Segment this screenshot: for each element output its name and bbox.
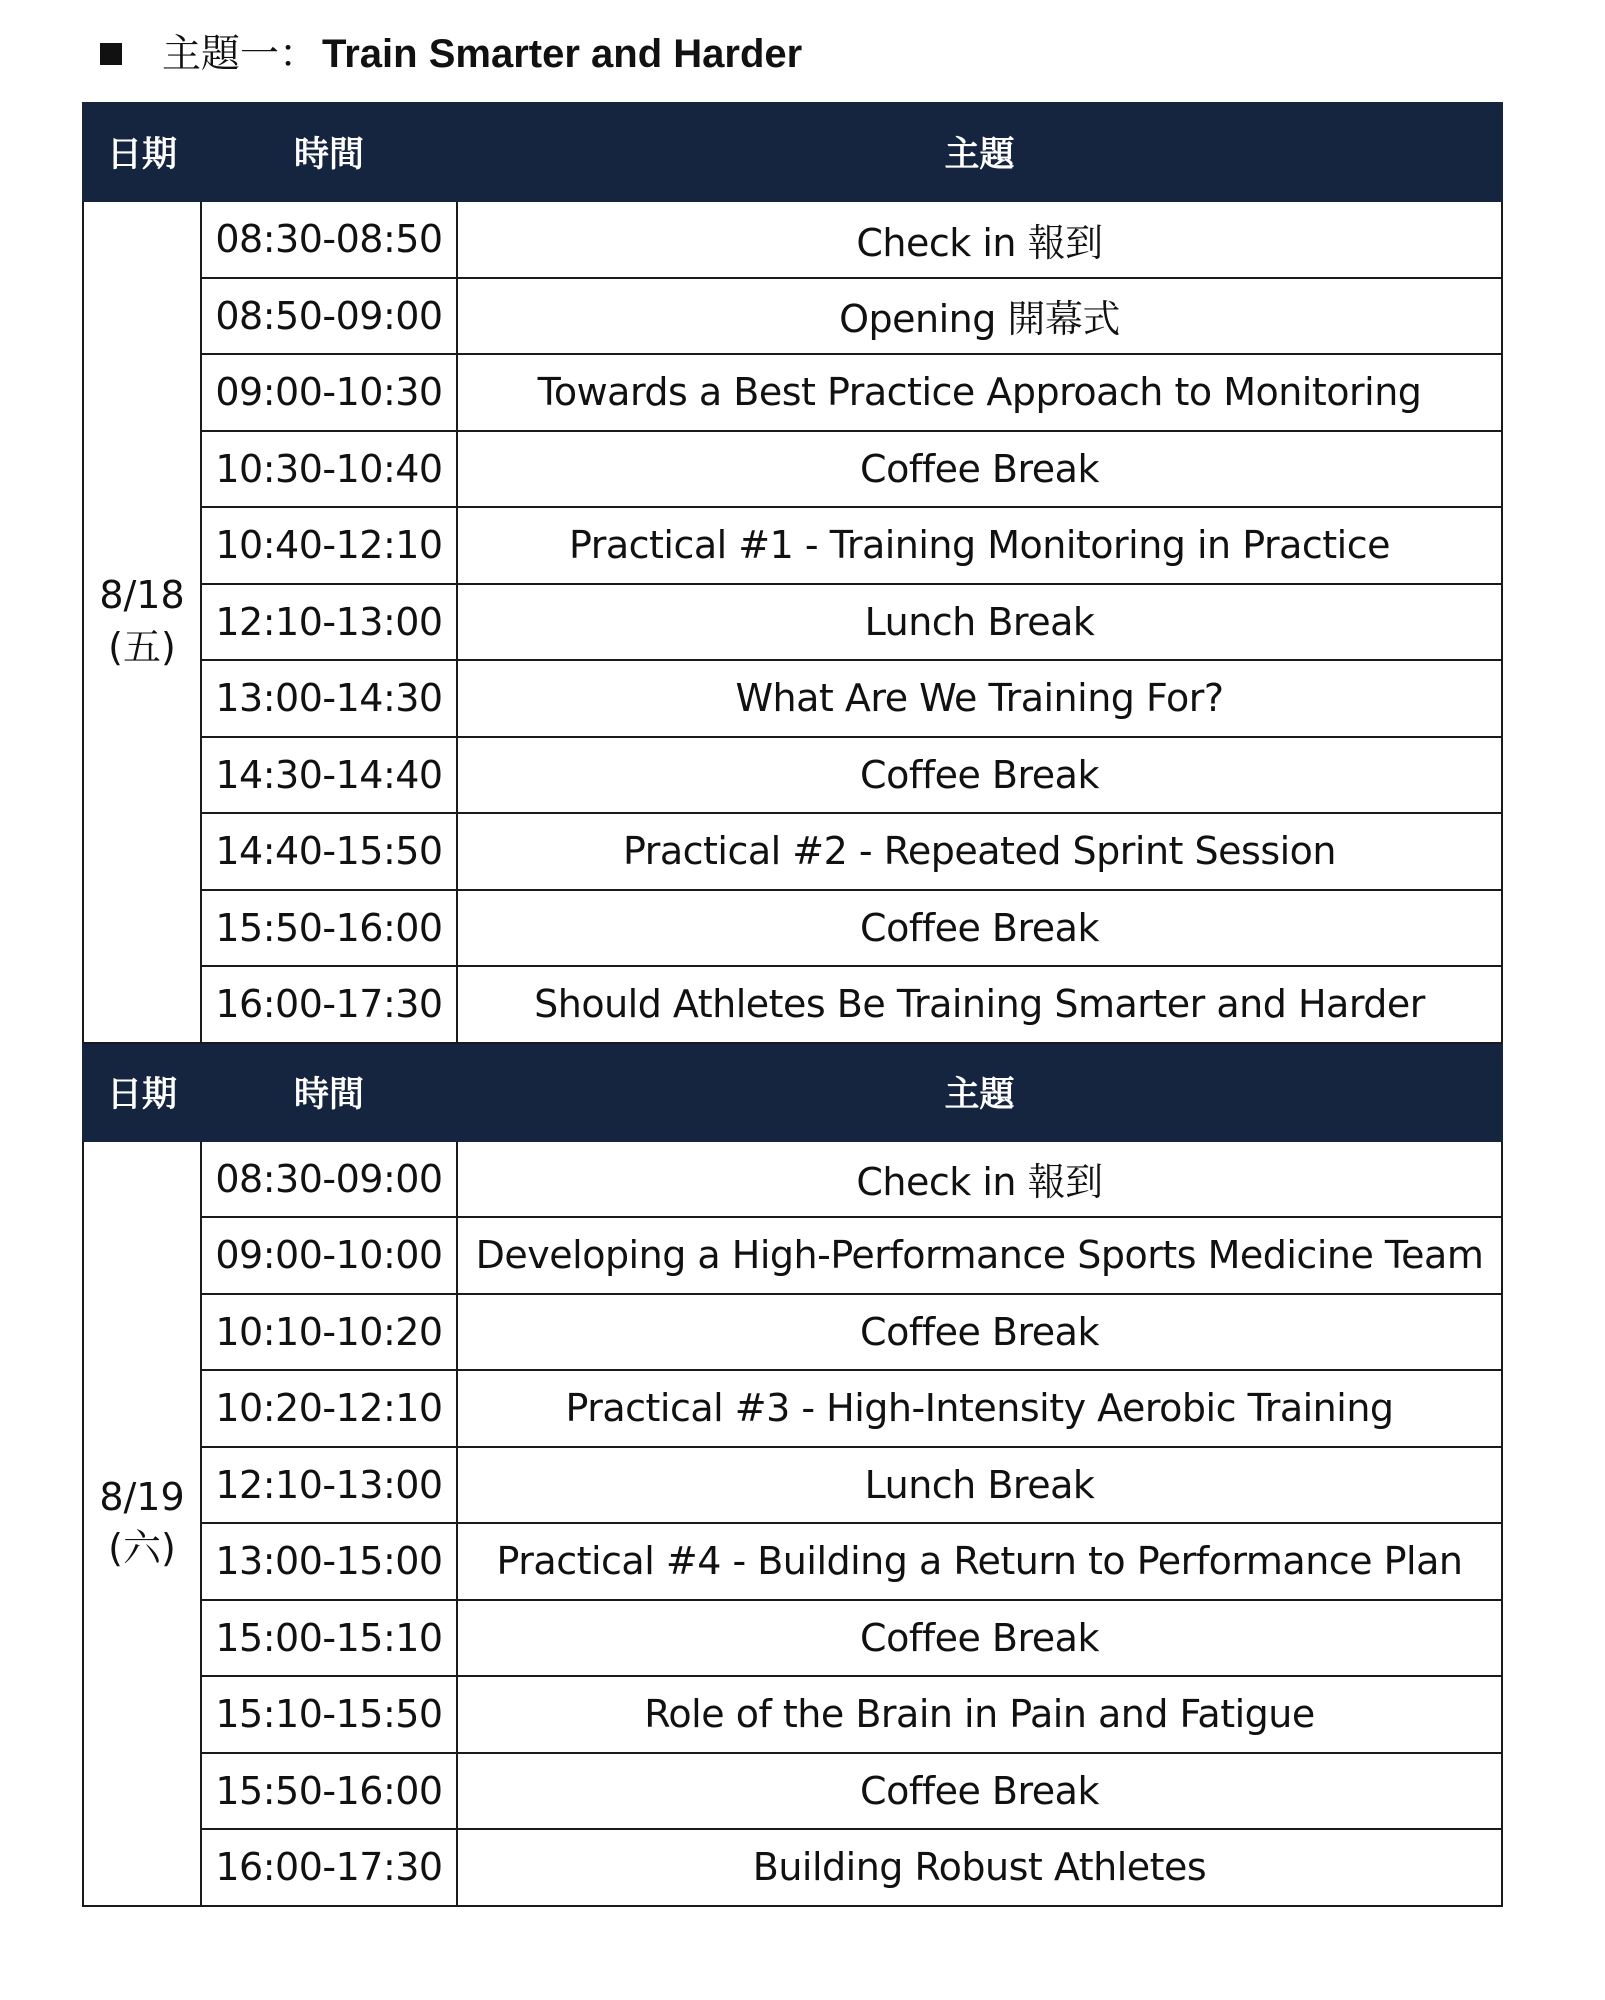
table-row [83,584,1502,661]
topic-cell: Opening 開幕式 [457,278,1502,355]
topic-cell: Should Athletes Be Training Smarter and Harder [457,966,1502,1043]
table-row [83,1217,1502,1294]
topic-cell: Practical #3 - High-Intensity Aerobic Training [457,1370,1502,1447]
table-header-row [83,103,1502,201]
time-cell: 14:40-15:50 [201,813,457,890]
time-cell: 13:00-15:00 [201,1523,457,1600]
table-row [83,1753,1502,1830]
time-cell: 14:30-14:40 [201,737,457,814]
time-cell: 16:00-17:30 [201,966,457,1043]
table-row [83,890,1502,967]
date-label: 8/19 [99,1474,185,1519]
topic-cell: Practical #1 - Training Monitoring in Practice [457,507,1502,584]
time-cell: 15:10-15:50 [201,1676,457,1753]
square-bullet-icon [100,43,122,65]
topic-cell: Coffee Break [457,1294,1502,1371]
time-cell: 09:00-10:30 [201,354,457,431]
topic-cell: Practical #4 - Building a Return to Performance Plan [457,1523,1502,1600]
time-cell: 12:10-13:00 [201,584,457,661]
time-cell: 15:50-16:00 [201,1753,457,1830]
title-prefix: 主題一： [162,31,319,77]
topic-cell: Lunch Break [457,584,1502,661]
weekday-label: (五) [108,624,176,669]
time-cell: 15:50-16:00 [201,890,457,967]
time-cell: 10:20-12:10 [201,1370,457,1447]
header-date: 日期 [83,103,201,201]
topic-cell: Developing a High-Performance Sports Medicine Team [457,1217,1502,1294]
topic-cell: Coffee Break [457,890,1502,967]
time-cell: 15:00-15:10 [201,1600,457,1677]
table-header-row [83,1043,1502,1141]
time-cell: 10:10-10:20 [201,1294,457,1371]
table-row [83,354,1502,431]
table-row [83,431,1502,508]
table-row [83,1447,1502,1524]
header-topic: 主題 [457,103,1502,201]
table-row [83,201,1502,278]
topic-cell: Check in 報到 [457,1141,1502,1218]
topic-cell: Check in 報到 [457,201,1502,278]
time-cell: 09:00-10:00 [201,1217,457,1294]
topic-cell: Lunch Break [457,1447,1502,1524]
table-row [83,1370,1502,1447]
topic-cell: Coffee Break [457,737,1502,814]
header-topic: 主題 [457,1043,1502,1141]
header-time: 時間 [201,1043,457,1141]
schedule-table [82,102,1503,1907]
table-row [83,507,1502,584]
table-row [83,660,1502,737]
topic-cell: Coffee Break [457,1600,1502,1677]
title-main: Train Smarter and Harder [322,32,803,76]
topic-cell: Coffee Break [457,1753,1502,1830]
schedule-body [83,103,1502,1906]
table-row [83,278,1502,355]
table-row [83,813,1502,890]
topic-cell: Towards a Best Practice Approach to Monitoring [457,354,1502,431]
time-cell: 08:30-09:00 [201,1141,457,1218]
time-cell: 08:50-09:00 [201,278,457,355]
time-cell: 13:00-14:30 [201,660,457,737]
date-label: 8/18 [99,573,185,618]
time-cell: 08:30-08:50 [201,201,457,278]
topic-cell: Role of the Brain in Pain and Fatigue [457,1676,1502,1753]
table-row [83,1141,1502,1218]
page-title [100,26,802,82]
topic-cell: What Are We Training For? [457,660,1502,737]
weekday-label: (六) [108,1526,176,1570]
table-row [83,966,1502,1043]
time-cell: 10:40-12:10 [201,507,457,584]
topic-cell: Practical #2 - Repeated Sprint Session [457,813,1502,890]
table-row [83,1676,1502,1753]
table-row [83,737,1502,814]
date-cell [83,1141,201,1906]
topic-cell: Coffee Break [457,431,1502,508]
table-row [83,1523,1502,1600]
topic-cell: Building Robust Athletes [457,1829,1502,1906]
header-time: 時間 [201,103,457,201]
header-date: 日期 [83,1043,201,1141]
time-cell: 12:10-13:00 [201,1447,457,1524]
date-cell [83,201,201,1043]
time-cell: 10:30-10:40 [201,431,457,508]
table-row [83,1600,1502,1677]
table-row [83,1829,1502,1906]
time-cell: 16:00-17:30 [201,1829,457,1906]
table-row [83,1294,1502,1371]
